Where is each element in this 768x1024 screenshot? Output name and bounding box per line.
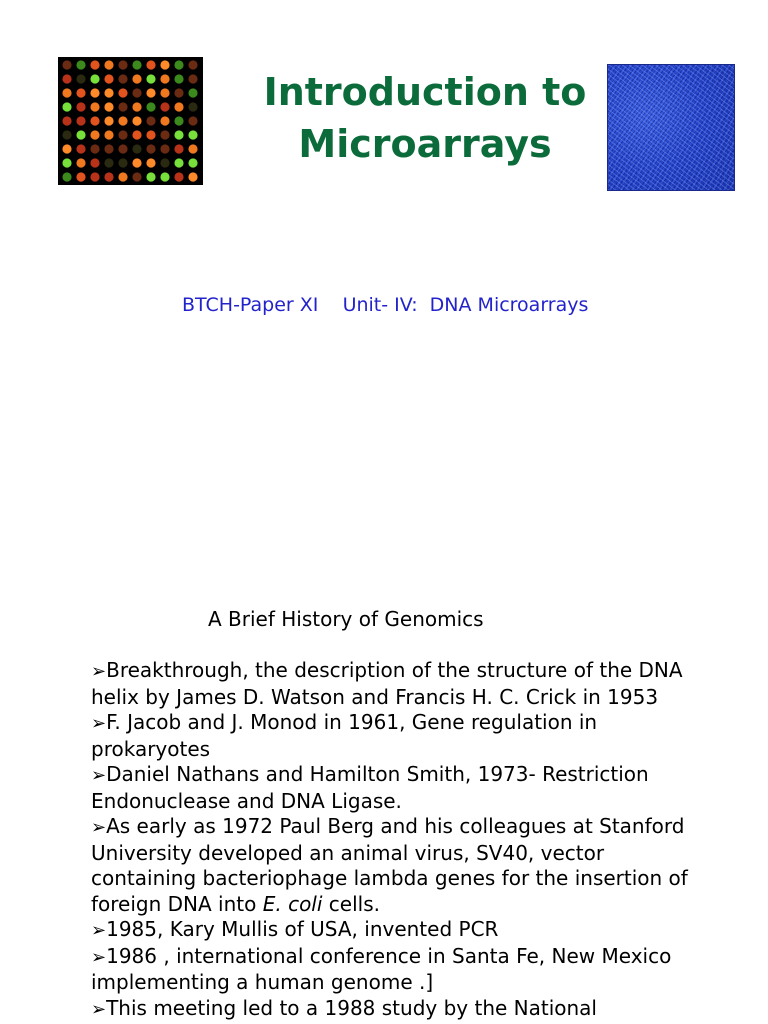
microarray-spot [62,88,71,97]
microarray-spot [104,116,113,125]
microarray-spot [160,60,169,69]
microarray-spot [188,88,197,97]
microarray-spot [174,144,183,153]
arrow-bullet-icon: ➢ [91,946,107,968]
list-item-text: 1985, Kary Mullis of USA, invented PCR [106,917,499,941]
microarray-spot [132,144,141,153]
microarray-spot [76,102,85,111]
microarray-spot [174,88,183,97]
microarray-spot [62,60,71,69]
list-item [91,917,701,944]
list-item-text: This meeting led to a 1988 study by the National [106,995,597,1020]
microarray-spot [118,172,127,181]
list-item-text-end: cells. [322,891,380,916]
microarray-spot [62,74,71,83]
microarray-spot [160,144,169,153]
title-line-2: Microarrays [298,122,552,166]
microarray-spot [90,172,99,181]
microarray-spot [90,158,99,167]
microarray-spot [160,172,169,181]
microarray-spot [104,88,113,97]
microarray-spot [146,102,155,111]
list-item [91,944,701,996]
list-item-italic-text: E. coli [262,891,323,916]
microarray-spot [90,116,99,125]
microarray-spot [90,102,99,111]
microarray-spot [104,74,113,83]
microarray-spot [132,60,141,69]
list-item [91,710,701,762]
microarray-spot [104,102,113,111]
microarray-spots-graphic [58,57,203,185]
microarray-spot [118,158,127,167]
microarray-spot [174,74,183,83]
microarray-spot [146,158,155,167]
microarray-spot [146,60,155,69]
list-item-text: Daniel Nathans and Hamilton Smith, 1973- Restriction Endonuclease and DNA Ligase. [91,762,649,813]
page-title [240,66,610,170]
list-item [91,814,701,917]
microarray-spot [174,130,183,139]
blue-microarray-scan-image [607,64,735,191]
microarray-spot [160,88,169,97]
microarray-spot [146,144,155,153]
microarray-spot [62,158,71,167]
arrow-bullet-icon: ➢ [91,817,107,838]
microarray-spot [174,60,183,69]
microarray-spot [90,74,99,83]
microarray-spot [174,102,183,111]
microarray-spots-image [58,57,203,185]
arrow-bullet-icon: ➢ [91,713,107,734]
microarray-spot [132,88,141,97]
arrow-bullet-icon: ➢ [91,661,107,682]
microarray-spot [146,74,155,83]
microarray-spot [118,130,127,139]
microarray-spot [118,116,127,125]
microarray-spot [104,144,113,153]
history-heading: A Brief History of Genomics [208,607,484,631]
microarray-spot [160,130,169,139]
microarray-spot [62,130,71,139]
microarray-spot [146,116,155,125]
microarray-spot [132,130,141,139]
microarray-spot [90,88,99,97]
microarray-spot [132,158,141,167]
microarray-spot [104,172,113,181]
microarray-spot [76,144,85,153]
microarray-spot [118,74,127,83]
list-item-text: 1986 , international conference in Santa Fe, New Mexico implementing a human genome .] [91,943,672,994]
list-item [91,996,701,1023]
microarray-spot [132,74,141,83]
microarray-spot [146,130,155,139]
subtitle: BTCH-Paper XI Unit- IV: DNA Microarrays [182,294,589,316]
list-item-text: Breakthrough, the description of the structure of the DNA helix by James D. Watson and Francis H. C. Crick in 1953 [91,658,683,709]
microarray-spot [174,158,183,167]
microarray-spot [76,60,85,69]
microarray-spot [90,130,99,139]
microarray-spot [160,102,169,111]
microarray-spot [160,74,169,83]
microarray-spot [188,130,197,139]
list-item [91,762,701,814]
microarray-spot [118,102,127,111]
microarray-spot [104,130,113,139]
microarray-spot [76,158,85,167]
microarray-spot [118,88,127,97]
microarray-spot [76,172,85,181]
microarray-spot [146,88,155,97]
microarray-spot [104,60,113,69]
microarray-spot [132,102,141,111]
microarray-spot [76,74,85,83]
microarray-spot [188,116,197,125]
microarray-spot [132,172,141,181]
microarray-spot [160,116,169,125]
microarray-spot [132,116,141,125]
microarray-spot [188,144,197,153]
microarray-spot [90,60,99,69]
history-list [91,658,701,1022]
microarray-spot [76,116,85,125]
microarray-spot [146,172,155,181]
microarray-spot [62,116,71,125]
microarray-spot [188,102,197,111]
microarray-spot [90,144,99,153]
title-line-1: Introduction to [263,70,587,114]
arrow-bullet-icon: ➢ [91,765,107,786]
microarray-spot [188,158,197,167]
microarray-spot [118,144,127,153]
arrow-bullet-icon: ➢ [91,998,107,1020]
microarray-spot [188,60,197,69]
microarray-spot [62,144,71,153]
list-item-text: F. Jacob and J. Monod in 1961, Gene regulation in prokaryotes [91,710,598,761]
microarray-spot [174,116,183,125]
microarray-spot [62,172,71,181]
microarray-spot [174,172,183,181]
microarray-spot [62,102,71,111]
microarray-spot [118,60,127,69]
microarray-spot [76,88,85,97]
list-item-text: As early as 1972 Paul Berg and his colleagues at Stanford University developed an animal virus, SV40, vector containing bacteriophage lambda genes for the insertion of foreign DNA into [91,814,688,916]
microarray-spot [188,172,197,181]
microarray-spot [188,74,197,83]
list-item [91,658,701,710]
microarray-spot [104,158,113,167]
microarray-spot [76,130,85,139]
arrow-bullet-icon: ➢ [91,920,107,941]
microarray-spot [160,158,169,167]
